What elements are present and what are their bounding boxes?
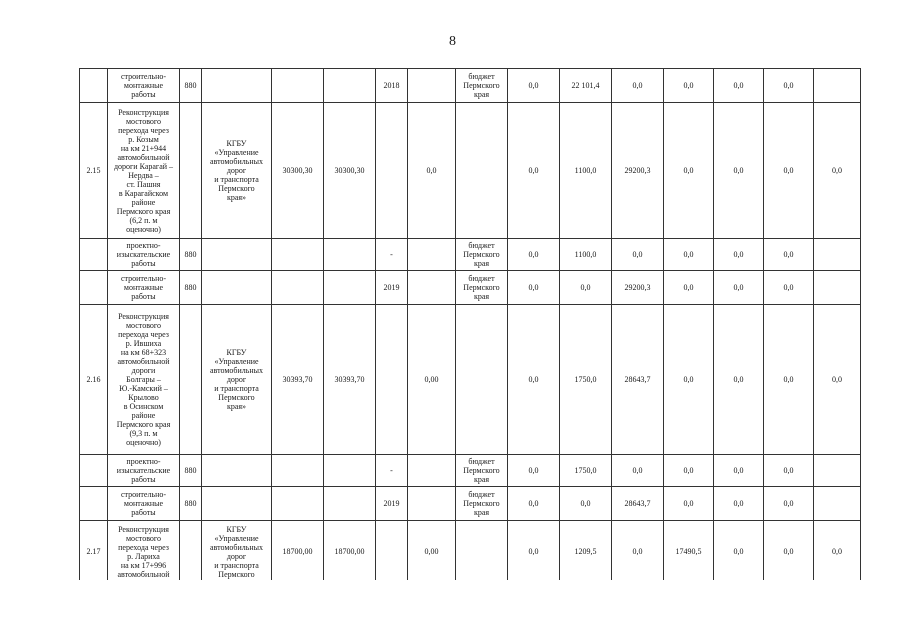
cell-c4 (272, 271, 324, 305)
cell-v6: 0,0 (764, 521, 814, 581)
cell-customer: КГБУ «Управление автомобильных дорог и транспорта Пермского края» (202, 103, 272, 239)
cell-c4: 30393,70 (272, 305, 324, 455)
cell-v7: 0,0 (814, 521, 861, 581)
cell-v3: 0,0 (612, 239, 664, 271)
cell-year: - (376, 455, 408, 487)
cell-source (456, 305, 508, 455)
cell-c5: 30393,70 (324, 305, 376, 455)
cell-c7 (408, 487, 456, 521)
cell-c7: 0,00 (408, 521, 456, 581)
cell-code: 880 (180, 487, 202, 521)
cell-c7 (408, 69, 456, 103)
cell-v7: 0,0 (814, 103, 861, 239)
cell-code (180, 305, 202, 455)
cell-num: 2.17 (80, 521, 108, 581)
cell-v4: 0,0 (664, 69, 714, 103)
cell-year (376, 521, 408, 581)
cell-c7 (408, 455, 456, 487)
cell-v1: 0,0 (508, 487, 560, 521)
cell-v6: 0,0 (764, 487, 814, 521)
cell-v1: 0,0 (508, 69, 560, 103)
table-row (80, 103, 861, 239)
cell-year: 2018 (376, 69, 408, 103)
cell-year (376, 305, 408, 455)
cell-v1: 0,0 (508, 103, 560, 239)
cell-source: бюджет Пермского края (456, 455, 508, 487)
cell-v2: 22 101,4 (560, 69, 612, 103)
cell-v6: 0,0 (764, 455, 814, 487)
cell-c5 (324, 487, 376, 521)
cell-c5: 18700,00 (324, 521, 376, 581)
cell-customer: КГБУ «Управление автомобильных дорог и транспорта Пермского края» (202, 305, 272, 455)
cell-v4: 0,0 (664, 239, 714, 271)
cell-c7: 0,00 (408, 305, 456, 455)
cell-name: строительно- монтажные работы (108, 271, 180, 305)
cell-v4: 0,0 (664, 103, 714, 239)
cell-v1: 0,0 (508, 455, 560, 487)
table-row (80, 305, 861, 455)
cell-c5 (324, 271, 376, 305)
cell-v5: 0,0 (714, 487, 764, 521)
table-container (79, 68, 862, 580)
cell-v7 (814, 487, 861, 521)
cell-v2: 1100,0 (560, 239, 612, 271)
cell-v7 (814, 271, 861, 305)
cell-v5: 0,0 (714, 521, 764, 581)
cell-code (180, 103, 202, 239)
cell-v2: 1209,5 (560, 521, 612, 581)
cell-code: 880 (180, 455, 202, 487)
cell-year: 2019 (376, 271, 408, 305)
cell-name: Реконструкция мостового перехода через р. Козым на км 21+944 автомобильной дороги Карагай – Нердва – ст. Пашня в Карагайском районе Пермского края (6,2 п. м оценочно) (108, 103, 180, 239)
cell-name: проектно- изыскательские работы (108, 455, 180, 487)
table-row (80, 455, 861, 487)
table-row (80, 521, 861, 581)
cell-v3: 0,0 (612, 521, 664, 581)
cell-name: строительно- монтажные работы (108, 69, 180, 103)
cell-source: бюджет Пермского края (456, 271, 508, 305)
cell-v1: 0,0 (508, 271, 560, 305)
cell-num (80, 455, 108, 487)
program-table (79, 68, 861, 580)
cell-v6: 0,0 (764, 305, 814, 455)
cell-c4 (272, 69, 324, 103)
cell-c5 (324, 239, 376, 271)
cell-source: бюджет Пермского края (456, 239, 508, 271)
cell-c7: 0,0 (408, 103, 456, 239)
cell-c4: 30300,30 (272, 103, 324, 239)
cell-v3: 29200,3 (612, 103, 664, 239)
cell-v5: 0,0 (714, 305, 764, 455)
cell-v3: 0,0 (612, 455, 664, 487)
cell-v7 (814, 455, 861, 487)
cell-c4: 18700,00 (272, 521, 324, 581)
cell-code: 880 (180, 239, 202, 271)
cell-v2: 0,0 (560, 271, 612, 305)
cell-c7 (408, 239, 456, 271)
cell-v1: 0,0 (508, 239, 560, 271)
table-row (80, 271, 861, 305)
cell-customer (202, 69, 272, 103)
cell-customer (202, 239, 272, 271)
cell-v1: 0,0 (508, 521, 560, 581)
cell-num: 2.16 (80, 305, 108, 455)
cell-v7: 0,0 (814, 305, 861, 455)
cell-v6: 0,0 (764, 271, 814, 305)
cell-year: - (376, 239, 408, 271)
cell-year (376, 103, 408, 239)
cell-v2: 0,0 (560, 487, 612, 521)
cell-code: 880 (180, 271, 202, 305)
cell-v2: 1750,0 (560, 455, 612, 487)
cell-v5: 0,0 (714, 455, 764, 487)
table-row (80, 69, 861, 103)
cell-v4: 17490,5 (664, 521, 714, 581)
cell-c4 (272, 239, 324, 271)
cell-v6: 0,0 (764, 239, 814, 271)
cell-v5: 0,0 (714, 69, 764, 103)
cell-v7 (814, 239, 861, 271)
cell-c5 (324, 455, 376, 487)
cell-v1: 0,0 (508, 305, 560, 455)
cell-num (80, 487, 108, 521)
cell-v3: 29200,3 (612, 271, 664, 305)
cell-code (180, 521, 202, 581)
cell-v2: 1100,0 (560, 103, 612, 239)
cell-source (456, 103, 508, 239)
cell-v3: 28643,7 (612, 305, 664, 455)
cell-customer (202, 487, 272, 521)
cell-v3: 28643,7 (612, 487, 664, 521)
cell-v5: 0,0 (714, 103, 764, 239)
cell-v4: 0,0 (664, 271, 714, 305)
cell-v4: 0,0 (664, 455, 714, 487)
cell-num (80, 239, 108, 271)
cell-num: 2.15 (80, 103, 108, 239)
cell-c4 (272, 455, 324, 487)
cell-v6: 0,0 (764, 103, 814, 239)
cell-source: бюджет Пермского края (456, 487, 508, 521)
cell-v4: 0,0 (664, 487, 714, 521)
cell-name: Реконструкция мостового перехода через р. Ившиха на км 68+323 автомобильной дороги Болгары – Ю.-Камский – Крылово в Осинском районе Пермского края (9,3 п. м оценочно) (108, 305, 180, 455)
cell-name: строительно- монтажные работы (108, 487, 180, 521)
cell-name: проектно- изыскательские работы (108, 239, 180, 271)
cell-v5: 0,0 (714, 239, 764, 271)
cell-c5 (324, 69, 376, 103)
cell-v2: 1750,0 (560, 305, 612, 455)
cell-source (456, 521, 508, 581)
cell-num (80, 69, 108, 103)
cell-customer (202, 455, 272, 487)
cell-customer (202, 271, 272, 305)
cell-v4: 0,0 (664, 305, 714, 455)
cell-code: 880 (180, 69, 202, 103)
cell-c7 (408, 271, 456, 305)
cell-v3: 0,0 (612, 69, 664, 103)
cell-v5: 0,0 (714, 271, 764, 305)
cell-c4 (272, 487, 324, 521)
table-row (80, 239, 861, 271)
cell-name: Реконструкция мостового перехода через р. Лариха на км 17+996 автомобильной (108, 521, 180, 581)
cell-c5: 30300,30 (324, 103, 376, 239)
cell-customer: КГБУ «Управление автомобильных дорог и транспорта Пермского (202, 521, 272, 581)
cell-num (80, 271, 108, 305)
page-number: 8 (449, 34, 456, 49)
cell-v6: 0,0 (764, 69, 814, 103)
cell-v7 (814, 69, 861, 103)
cell-year: 2019 (376, 487, 408, 521)
cell-source: бюджет Пермского края (456, 69, 508, 103)
table-row (80, 487, 861, 521)
